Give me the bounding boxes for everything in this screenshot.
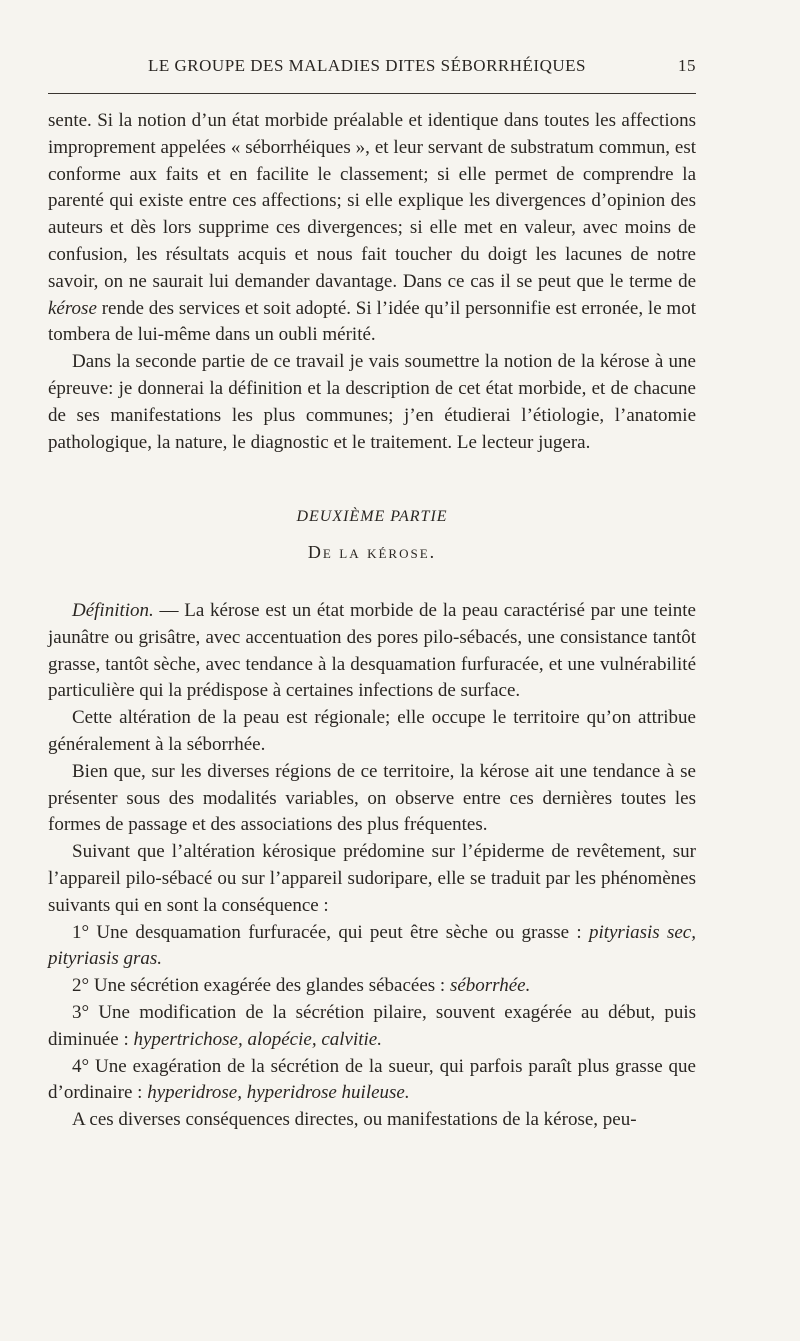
- definition-label: Définition.: [72, 599, 154, 621]
- paragraph-6: Suivant que l’altération kérosique prédomine sur l’épiderme de revêtement, sur l’appareil pilo-sébacé ou sur l’appareil sudoripare, elle se traduit par les phénomènes suivants qui en sont la conséquence :: [48, 841, 696, 916]
- list-item: [48, 1000, 696, 1054]
- list-terms: hypertrichose, alopécie, calvitie.: [133, 1028, 382, 1050]
- body-text: [48, 108, 696, 1134]
- list-item: [48, 920, 696, 974]
- paragraph-2: Dans la seconde partie de ce travail je vais soumettre la notion de la kérose à une épreuve: je donnerai la définition et la description de cet état morbide, et de chacune de ses manifestations les plus communes; j’en étudierai l’étiologie, l’anatomie pathologique, la nature, le diagnostic et le traitement. Le lecteur jugera.: [48, 351, 696, 453]
- list-text: Une sécrétion exagérée des glandes sébacées :: [89, 975, 450, 997]
- paragraph-definition: [48, 598, 696, 705]
- list-number: 4°: [72, 1055, 90, 1077]
- list-item: [48, 1054, 696, 1108]
- definition-text: — La kérose est un état morbide de la peau caractérisé par une teinte jaunâtre ou grisâtre, avec accentuation des pores pilo-sébacés, une consistance tantôt grasse, tantôt sèche, avec tendance à la desquamation furfuracée, et une vulnérabilité particulière qui la prédispose à certaines infections de surface.: [48, 599, 696, 702]
- paragraph-1-text: sente. Si la notion d’un état morbide préalable et identique dans toutes les affections improprement appelées « séborrhéiques », et leur servant de substratum commun, est conforme aux faits et en facilite le classement; si elle permet de comprendre la parenté qui existe entre ces affections; si elle explique les divergences d’opinion des auteurs et dès lors supprime ces divergences; si elle met en valeur, avec moins de confusion, les résultats acquis et nous fait toucher du doigt les lacunes de notre savoir, on ne saurait lui demander davantage. Dans ce cas il se peut que le terme de: [48, 110, 696, 292]
- list-number: 1°: [72, 921, 90, 943]
- page-number: 15: [678, 56, 696, 75]
- list-terms: hyperidrose, hyperidrose huileuse.: [147, 1082, 410, 1104]
- running-title: LE GROUPE DES MALADIES DITES SÉBORRHÉIQUES: [148, 56, 586, 75]
- list-terms: pityriasis sec, pityriasis gras.: [48, 921, 696, 970]
- list-text: Une modification de la sécrétion pilaire, souvent exagérée au début, puis diminuée :: [48, 1001, 696, 1050]
- part-title: DEUXIÈME PARTIE: [296, 508, 448, 526]
- list-text: Une exagération de la sécrétion de la sueur, qui parfois paraît plus grasse que d’ordinaire :: [48, 1055, 696, 1104]
- list-number: 3°: [72, 1001, 90, 1023]
- list-terms: séborrhée.: [449, 975, 531, 997]
- term-kerose: kérose: [48, 297, 97, 319]
- paragraph-4: Cette altération de la peau est régionale; elle occupe le territoire qu’on attribue généralement à la séborrhée.: [48, 707, 696, 755]
- paragraph-1-end: rende des services et soit adopté. Si l’idée qu’il personnifie est erronée, le mot tombera de lui-même dans un oubli mérité.: [48, 297, 696, 346]
- part-subtitle: De la kérose.: [307, 542, 437, 563]
- last-line: A ces diverses conséquences directes, ou manifestations de la kérose, peu-: [72, 1109, 637, 1131]
- list-item: [48, 973, 696, 1000]
- paragraph-1: [48, 108, 696, 349]
- paragraph-5: Bien que, sur les diverses régions de ce territoire, la kérose ait une tendance à se présenter sous des modalités variables, on observe entre ces dernières toutes les formes de passage et des associations des plus fréquentes.: [48, 760, 696, 836]
- list-number: 2°: [72, 975, 90, 997]
- header-rule: [48, 93, 696, 94]
- list-text: Une desquamation furfuracée, qui peut être sèche ou grasse :: [89, 921, 589, 943]
